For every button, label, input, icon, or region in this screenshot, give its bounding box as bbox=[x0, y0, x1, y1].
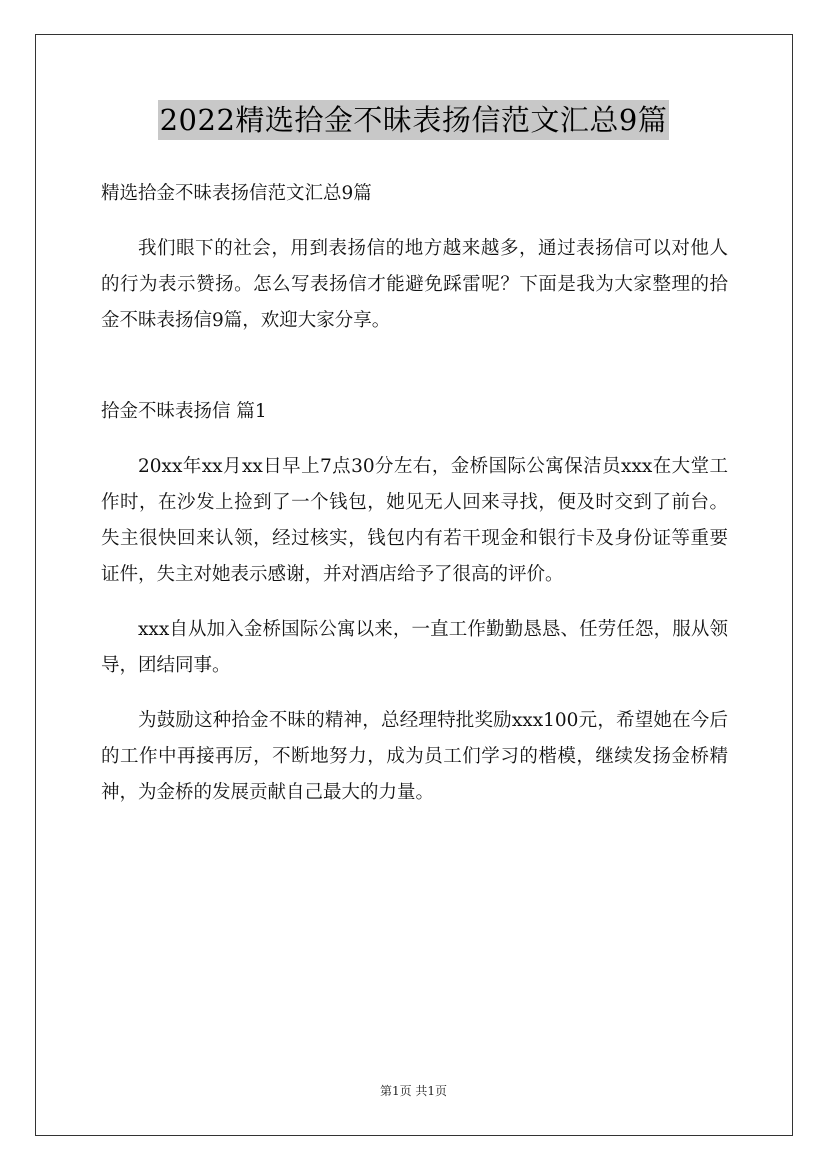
intro-paragraph: 我们眼下的社会，用到表扬信的地方越来越多，通过表扬信可以对他人的行为表示赞扬。怎么写表扬信才能避免踩雷呢？下面是我为大家整理的拾金不昧表扬信9篇，欢迎大家分享。 bbox=[101, 238, 728, 331]
title-container bbox=[0, 100, 827, 140]
document-subtitle: 精选拾金不昧表扬信范文汇总9篇 bbox=[101, 183, 372, 204]
document-body bbox=[101, 176, 728, 830]
section-heading: 拾金不昧表扬信 篇1 bbox=[101, 401, 267, 422]
page-number-footer: 第1页 共1页 bbox=[379, 1084, 448, 1098]
document-title: 2022精选拾金不昧表扬信范文汇总9篇 bbox=[158, 100, 670, 140]
body-paragraph-3: 为鼓励这种拾金不昧的精神，总经理特批奖励xxx100元，希望她在今后的工作中再接再厉，不断地努力，成为员工们学习的楷模，继续发扬金桥精神，为金桥的发展贡献自己最大的力量。 bbox=[101, 710, 728, 803]
body-paragraph-2: xxx自从加入金桥国际公寓以来，一直工作勤勤恳恳、任劳任怨，服从领导，团结同事。 bbox=[101, 619, 728, 676]
body-paragraph-1: 20xx年xx月xx日早上7点30分左右，金桥国际公寓保洁员xxx在大堂工作时，在沙发上捡到了一个钱包，她见无人回来寻找，便及时交到了前台。失主很快回来认领，经过核实，钱包内有若干现金和银行卡及身份证等重要证件，失主对她表示感谢，并对酒店给予了很高的评价。 bbox=[101, 456, 728, 585]
section-spacer bbox=[101, 358, 728, 394]
